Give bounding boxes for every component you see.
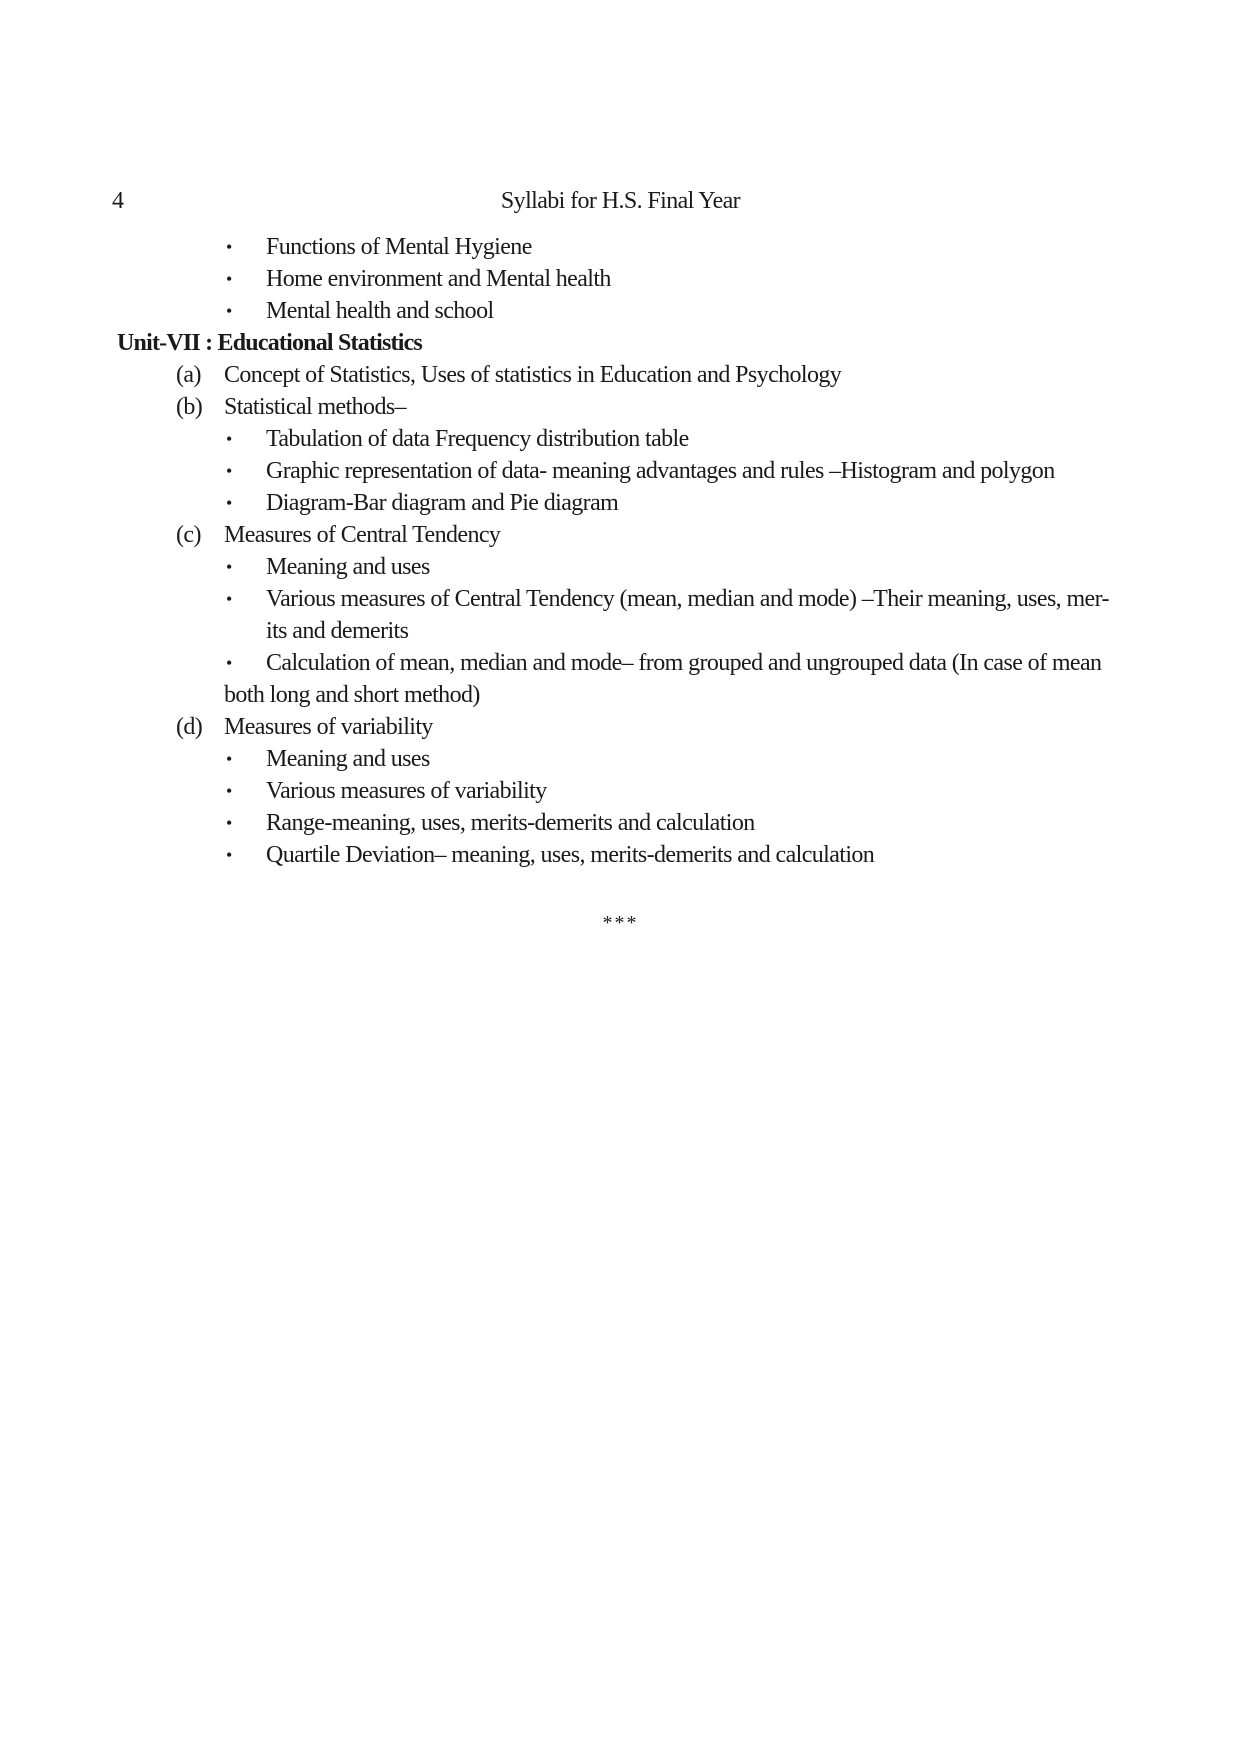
list-item: Diagram-Bar diagram and Pie diagram (266, 490, 619, 516)
list-item: Home environment and Mental health (266, 266, 611, 292)
bullet-icon: • (226, 429, 232, 449)
bullet-icon: • (226, 813, 232, 833)
bullet-icon: • (226, 557, 232, 577)
item-text-a: Concept of Statistics, Uses of statistics in Education and Psychology (224, 362, 842, 388)
list-item: Mental health and school (266, 298, 494, 324)
bullet-icon: • (226, 749, 232, 769)
list-item: Tabulation of data Frequency distribution table (266, 426, 689, 452)
bullet-icon: • (226, 589, 232, 609)
list-item-continuation: both long and short method) (224, 682, 480, 708)
bullet-icon: • (226, 653, 232, 673)
list-item: Meaning and uses (266, 554, 430, 580)
list-item: Range-meaning, uses, merits-demerits and calculation (266, 810, 755, 836)
running-title: Syllabi for H.S. Final Year (500, 188, 741, 214)
item-label-a: (a) (176, 362, 201, 388)
bullet-icon: • (226, 301, 232, 321)
list-item: Functions of Mental Hygiene (266, 234, 532, 260)
unit-heading: Unit-VII : Educational Statistics (117, 330, 422, 356)
list-item-continuation: its and demerits (266, 618, 409, 644)
end-mark: *** (602, 912, 639, 934)
list-item: Graphic representation of data- meaning advantages and rules –Histogram and polygon (266, 458, 1055, 484)
item-text-c: Measures of Central Tendency (224, 522, 501, 548)
bullet-icon: • (226, 845, 232, 865)
bullet-icon: • (226, 781, 232, 801)
bullet-icon: • (226, 461, 232, 481)
item-label-d: (d) (176, 714, 203, 740)
item-text-d: Measures of variability (224, 714, 433, 740)
item-text-b: Statistical methods– (224, 394, 406, 420)
list-item: Meaning and uses (266, 746, 430, 772)
bullet-icon: • (226, 269, 232, 289)
list-item: Calculation of mean, median and mode– from grouped and ungrouped data (In case of mean (266, 650, 1102, 676)
item-label-c: (c) (176, 522, 201, 548)
page-number: 4 (112, 188, 124, 214)
item-label-b: (b) (176, 394, 203, 420)
bullet-icon: • (226, 493, 232, 513)
list-item: Quartile Deviation– meaning, uses, merits-demerits and calculation (266, 842, 875, 868)
list-item: Various measures of Central Tendency (mean, median and mode) –Their meaning, uses, mer- (266, 586, 1109, 612)
bullet-icon: • (226, 237, 232, 257)
list-item: Various measures of variability (266, 778, 547, 804)
